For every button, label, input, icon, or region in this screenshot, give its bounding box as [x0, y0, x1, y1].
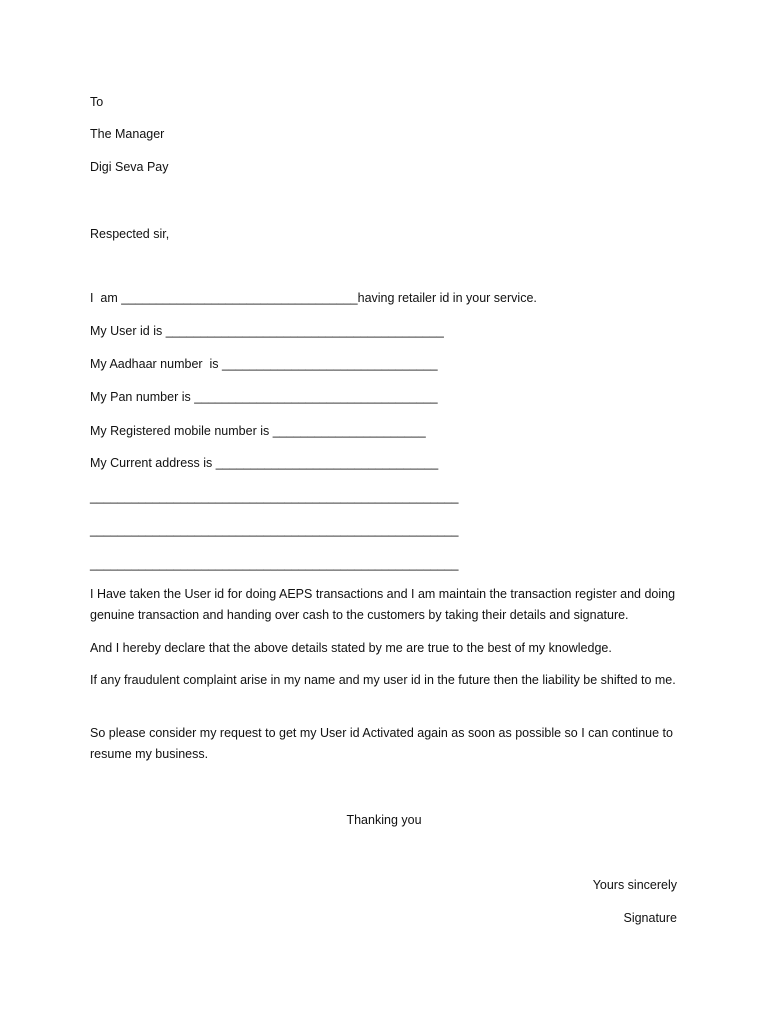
body-paragraph: So please consider my request to get my User id Activated again as soon as possible so I can continue to resume my business.	[90, 726, 673, 761]
signature-label: Signature	[623, 911, 677, 925]
body-paragraph: If any fraudulent complaint arise in my name and my user id in the future then the liability be shifted to me.	[90, 673, 676, 687]
address-blank-line: _____________________________________________________	[90, 523, 459, 537]
pan-line: My Pan number is ___________________________________	[90, 390, 438, 404]
company-name: Digi Seva Pay	[90, 160, 169, 174]
address-line: My Current address is ________________________________	[90, 456, 439, 470]
address-blank-line: _____________________________________________________	[90, 490, 459, 504]
body-paragraph: I Have taken the User id for doing AEPS transactions and I am maintain the transaction register and doing genuine transaction and handing over cash to the customers by taking their details and signature.	[90, 587, 676, 622]
user-id-line: My User id is ________________________________________	[90, 324, 444, 338]
address-blank-line: _____________________________________________________	[90, 557, 459, 571]
sign-off: Yours sincerely	[592, 878, 677, 892]
mobile-line: My Registered mobile number is ______________________	[90, 424, 426, 438]
salutation: Respected sir,	[90, 227, 170, 241]
thanking-line: Thanking you	[346, 813, 422, 827]
retailer-name-line: I am __________________________________having retailer id in your service.	[90, 291, 537, 305]
body-paragraph: And I hereby declare that the above details stated by me are true to the best of my knowledge.	[90, 641, 612, 655]
to-line: To	[90, 95, 104, 109]
aadhaar-line: My Aadhaar number is _______________________________	[90, 357, 438, 371]
recipient-title: The Manager	[90, 127, 165, 141]
